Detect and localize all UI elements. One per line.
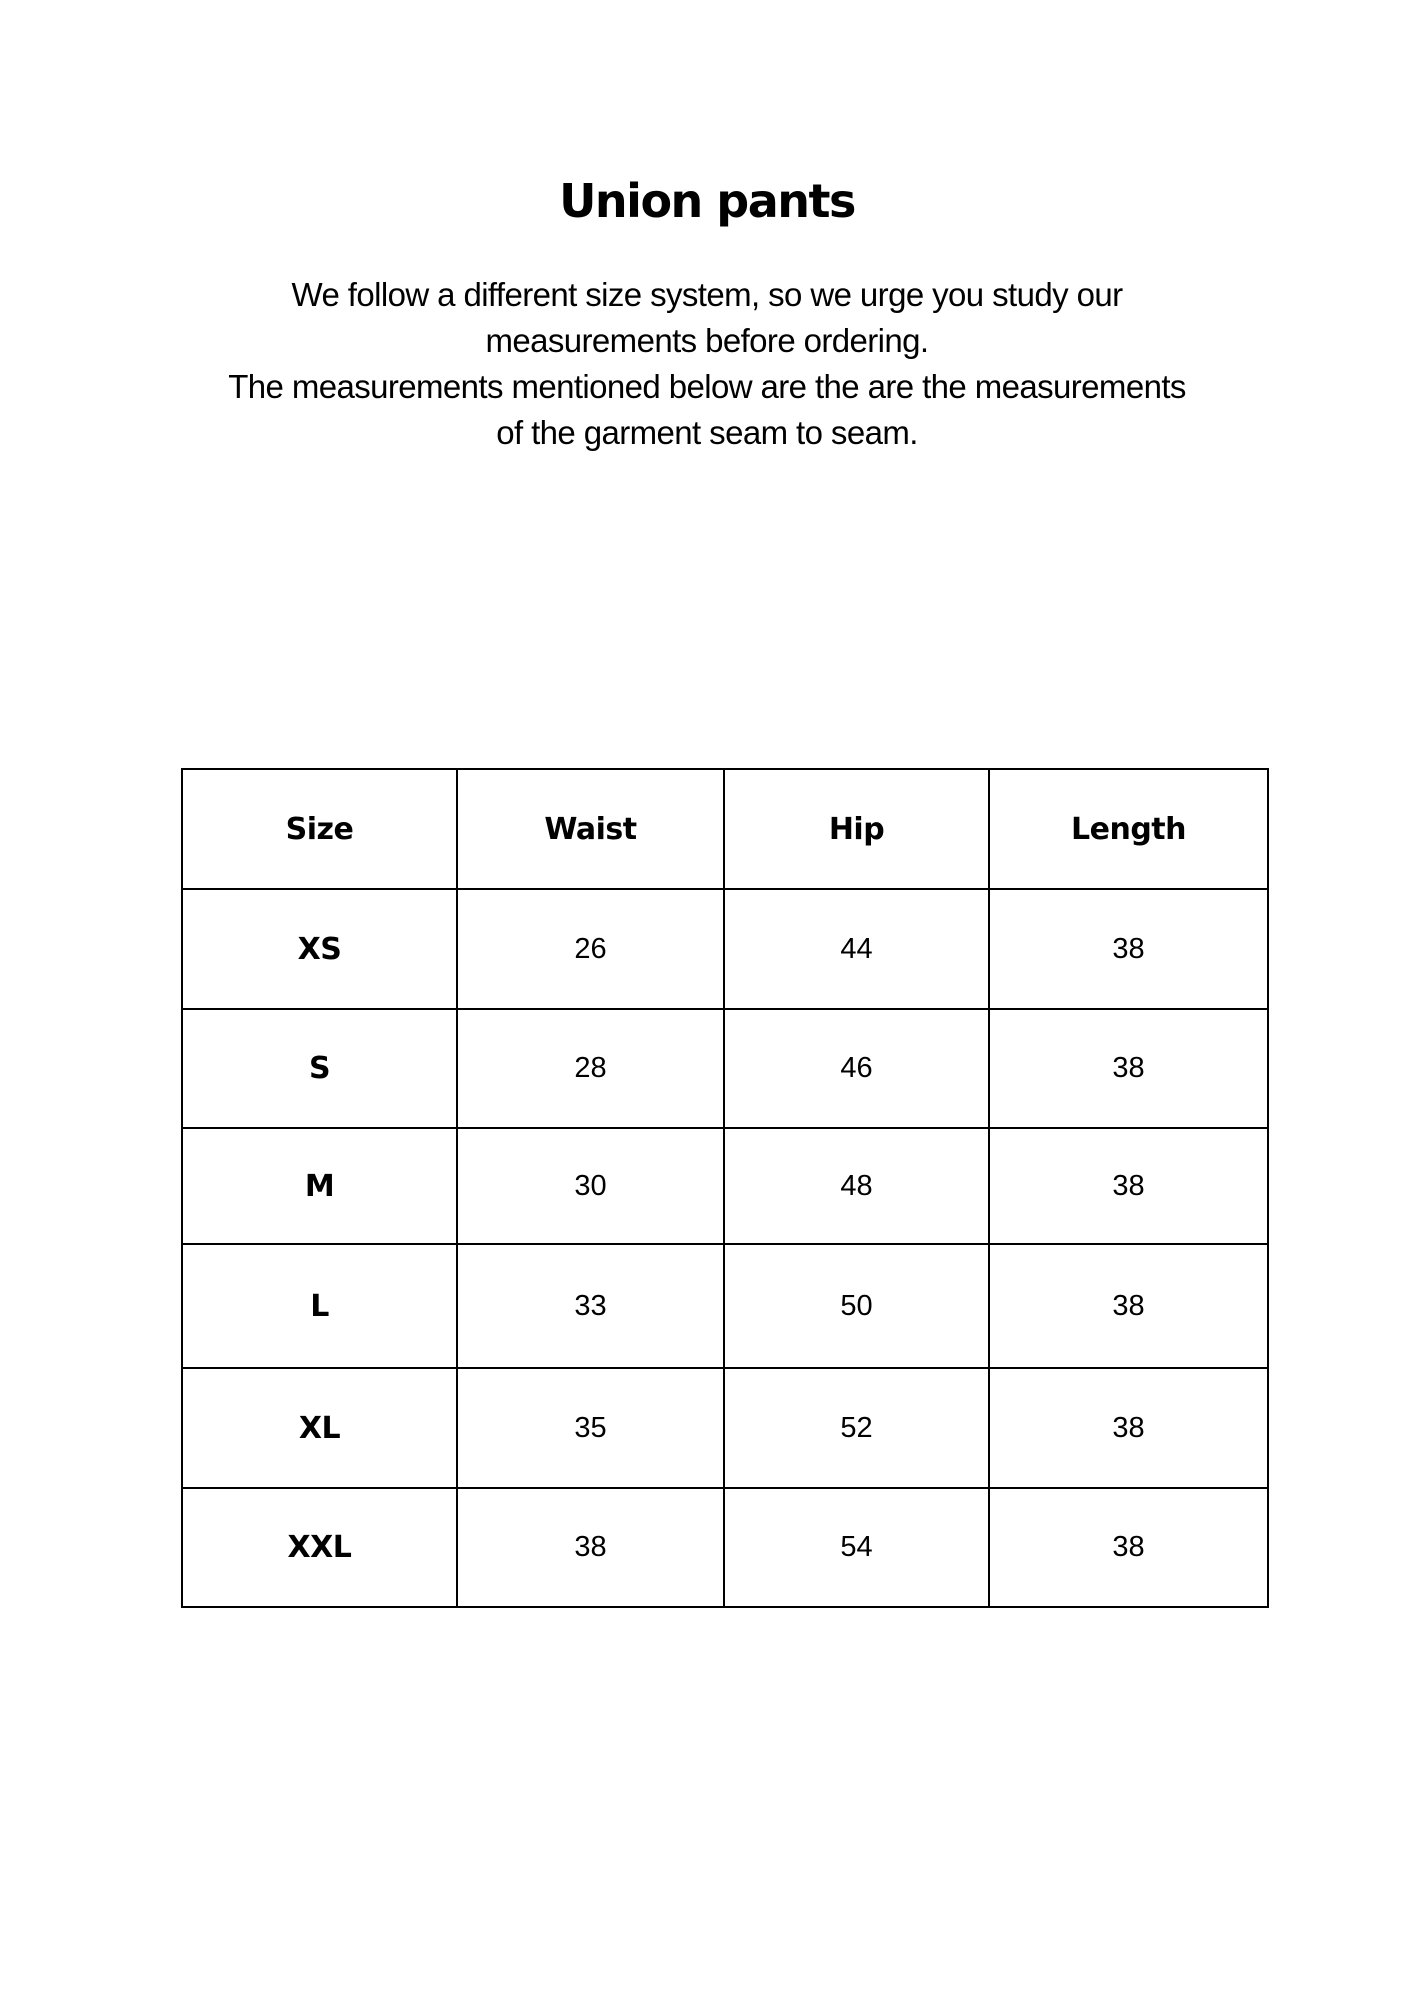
header-size: Size [182,769,457,889]
waist-cell: 33 [457,1244,724,1368]
length-cell: 38 [989,1488,1268,1607]
table-row [182,1244,1268,1368]
intro-line: of the garment seam to seam. [496,414,918,451]
length-cell: 38 [989,1368,1268,1488]
waist-cell: 30 [457,1128,724,1244]
size-cell: XS [182,889,457,1009]
table-row [182,889,1268,1009]
hip-cell: 46 [724,1009,989,1128]
table-row [182,1368,1268,1488]
hip-cell: 52 [724,1368,989,1488]
intro-line: measurements before ordering. [485,322,929,359]
header-length: Length [989,769,1268,889]
header-hip: Hip [724,769,989,889]
table-row [182,1128,1268,1244]
hip-cell: 48 [724,1128,989,1244]
hip-cell: 50 [724,1244,989,1368]
size-cell: XXL [182,1488,457,1607]
table-row [182,1009,1268,1128]
hip-cell: 54 [724,1488,989,1607]
intro-line: The measurements mentioned below are the are the measurements [228,368,1186,405]
size-cell: XL [182,1368,457,1488]
length-cell: 38 [989,889,1268,1009]
table-header-row [182,769,1268,889]
header-waist: Waist [457,769,724,889]
size-cell: M [182,1128,457,1244]
size-chart-table [181,768,1269,1608]
length-cell: 38 [989,1128,1268,1244]
length-cell: 38 [989,1009,1268,1128]
intro-text [150,272,1264,456]
table-row [182,1488,1268,1607]
length-cell: 38 [989,1244,1268,1368]
waist-cell: 28 [457,1009,724,1128]
hip-cell: 44 [724,889,989,1009]
waist-cell: 35 [457,1368,724,1488]
waist-cell: 26 [457,889,724,1009]
size-cell: L [182,1244,457,1368]
size-cell: S [182,1009,457,1128]
page-title: Union pants [559,173,855,228]
waist-cell: 38 [457,1488,724,1607]
intro-line: We follow a different size system, so we urge you study our [291,276,1123,313]
